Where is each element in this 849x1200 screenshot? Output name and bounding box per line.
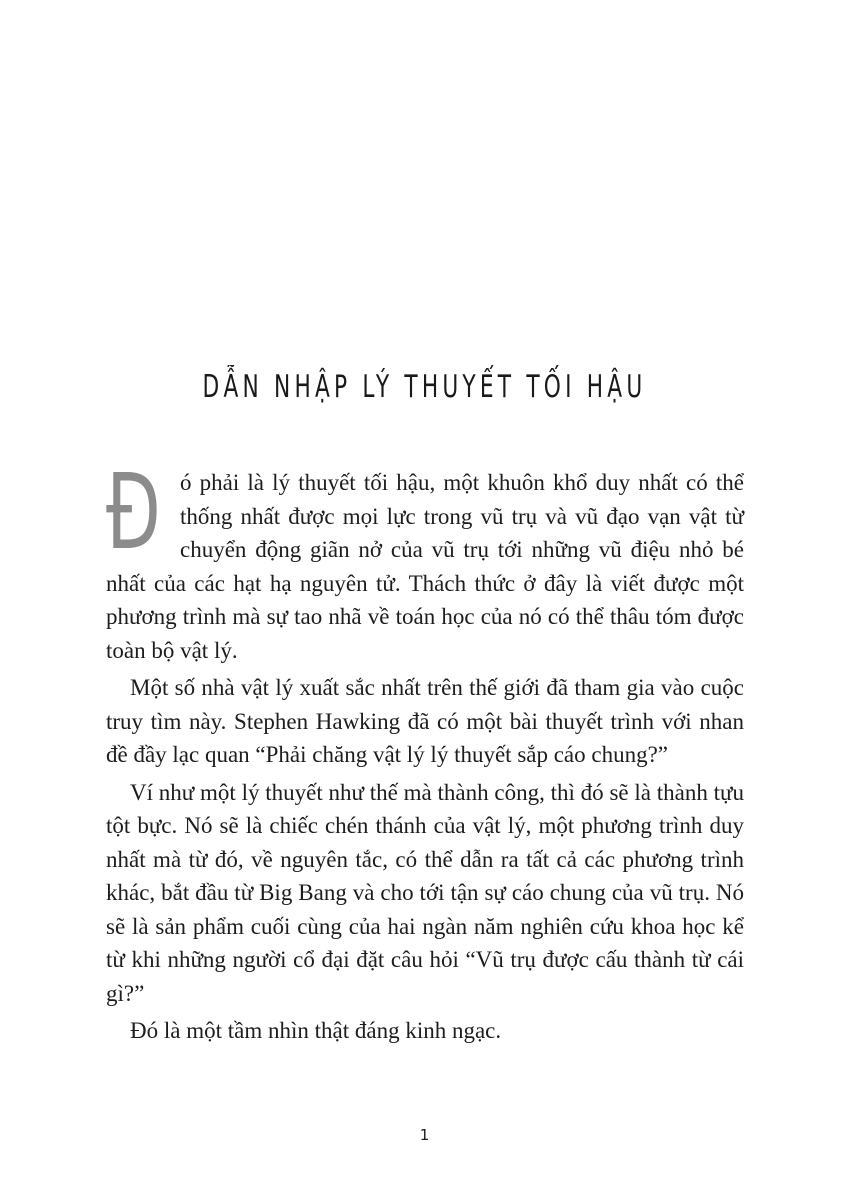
chapter-title: DẪN NHẬP LÝ THUYẾT TỐI HẬU	[202, 368, 647, 405]
paragraph-2: Một số nhà vật lý xuất sắc nhất trên thế giới đã tham gia vào cuộc truy tìm này. Stephen Hawking đã có một bài thuyết trình với nhan đề đầy lạc quan “Phải chăng vật lý lý thuyết sắp cáo chung?”	[106, 675, 744, 767]
paragraph-1-text: ó phải là lý thuyết tối hậu, một khuôn khổ duy nhất có thể thống nhất được mọi lực trong vũ trụ và vũ đạo vạn vật từ chuyển động giãn nở của vũ trụ tới những vũ điệu nhỏ bé nhất của các hạt hạ nguyên tử. Thách thức ở đây là viết được một phương trình mà sự tao nhã về toán học của nó có thể thâu tóm được toàn bộ vật lý.	[106, 470, 744, 663]
paragraph-1	[106, 451, 744, 667]
page-number: 1	[419, 1126, 430, 1144]
drop-cap: Đ	[106, 451, 161, 573]
paragraph-4: Đó là một tầm nhìn thật đáng kinh ngạc.	[130, 1018, 502, 1043]
paragraph-3: Ví như một lý thuyết như thế mà thành công, thì đó sẽ là thành tựu tột bực. Nó sẽ là chiếc chén thánh của vật lý, một phương trình duy nhất mà từ đó, về nguyên tắc, có thể dẫn ra tất cả các phương trình khác, bắt đầu từ Big Bang và cho tới tận sự cáo chung của vũ trụ. Nó sẽ là sản phẩm cuối cùng của hai ngàn năm nghiên cứu khoa học kể từ khi những người cổ đại đặt câu hỏi “Vũ trụ được cấu thành từ cái gì?”	[106, 779, 744, 1006]
chapter-body	[106, 451, 744, 1048]
